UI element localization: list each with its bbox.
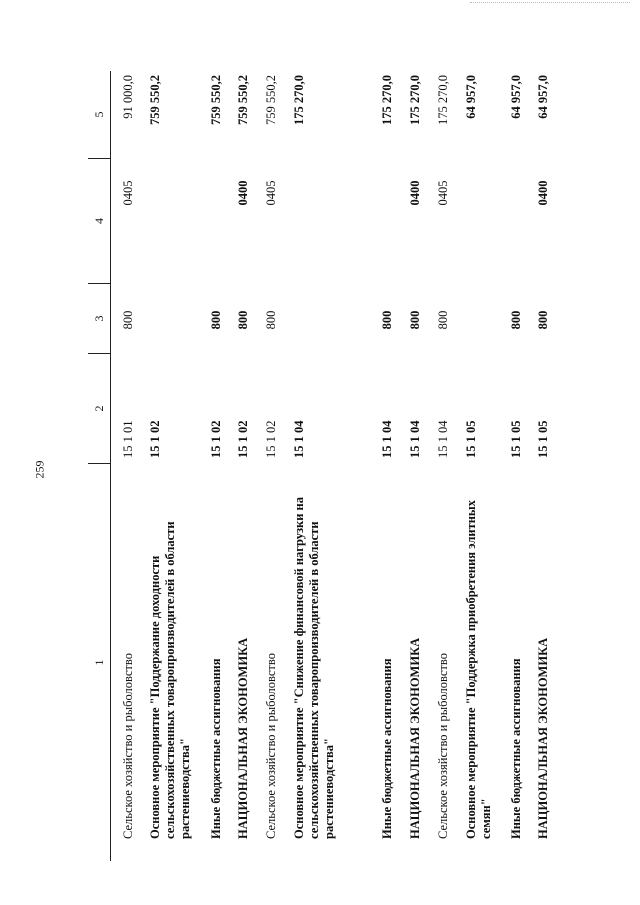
row-name: Сельское хозяйство и рыболовство [436,653,450,839]
scan-artifact [470,2,630,5]
row-code: 15 1 05 [536,420,550,458]
row-rzpr: 0400 [236,180,250,206]
header-col-5: 5 [92,111,106,118]
row-sum: 91 000,0 [121,75,135,119]
row-name: НАЦИОНАЛЬНАЯ ЭКОНОМИКА [536,637,550,839]
header-col-4: 4 [88,158,110,283]
page-number: 259 [32,460,47,479]
row-sum: 64 957,0 [509,75,523,119]
row-vr: 800 [121,310,135,330]
header-col-1: 1 [88,463,110,861]
row-name: Иные бюджетные ассигнования [209,658,223,839]
row-code: 15 1 04 [408,420,422,458]
row-name: НАЦИОНАЛЬНАЯ ЭКОНОМИКА [236,637,250,839]
row-rzpr: 0400 [536,180,550,206]
header-col-3: 3 [88,283,110,353]
row-rzpr: 0405 [121,180,135,206]
row-name: Основное мероприятие "Снижение финансовой нагрузки на сельскохозяйственных товаропроизводителей в области растениеводства" [292,497,336,839]
row-sum: 759 550,2 [236,75,250,125]
row-code: 15 1 02 [264,420,278,458]
row-vr: 800 [264,310,278,330]
row-vr: 800 [536,310,550,330]
row-code: 15 1 04 [436,420,450,458]
row-sum: 759 550,2 [209,75,223,125]
header-col-2: 2 [88,353,110,463]
row-name: Иные бюджетные ассигнования [380,658,394,839]
row-rzpr: 0405 [264,180,278,206]
row-code: 15 1 02 [209,420,223,458]
row-name: Основное мероприятие "Поддержка приобретения элитных семян" [464,500,493,839]
row-sum: 64 957,0 [464,75,478,119]
row-name: НАЦИОНАЛЬНАЯ ЭКОНОМИКА [408,637,422,839]
row-code: 15 1 02 [236,420,250,458]
row-vr: 800 [509,310,523,330]
row-code: 15 1 04 [292,420,306,458]
row-name: Основное мероприятие "Поддержание доходности сельскохозяйственных товаропроизводителей в области растениеводства" [148,521,192,839]
row-sum: 759 550,2 [148,75,162,125]
row-code: 15 1 02 [148,420,162,458]
row-sum: 759 550,2 [264,75,278,125]
row-rzpr: 0400 [408,180,422,206]
row-sum: 175 270,0 [436,75,450,125]
row-code: 15 1 04 [380,420,394,458]
row-name: Сельское хозяйство и рыболовство [121,653,135,839]
row-name: Иные бюджетные ассигнования [509,658,523,839]
table-header [88,71,111,861]
row-vr: 800 [408,310,422,330]
row-sum: 175 270,0 [380,75,394,125]
row-vr: 800 [209,310,223,330]
row-code: 15 1 01 [121,420,135,458]
row-sum: 175 270,0 [408,75,422,125]
row-code: 15 1 05 [464,420,478,458]
row-sum: 64 957,0 [536,75,550,119]
row-vr: 800 [236,310,250,330]
budget-table [88,71,588,861]
row-vr: 800 [436,310,450,330]
row-name: Сельское хозяйство и рыболовство [264,653,278,839]
row-sum: 175 270,0 [292,75,306,125]
row-rzpr: 0405 [436,180,450,206]
row-vr: 800 [380,310,394,330]
row-code: 15 1 05 [509,420,523,458]
